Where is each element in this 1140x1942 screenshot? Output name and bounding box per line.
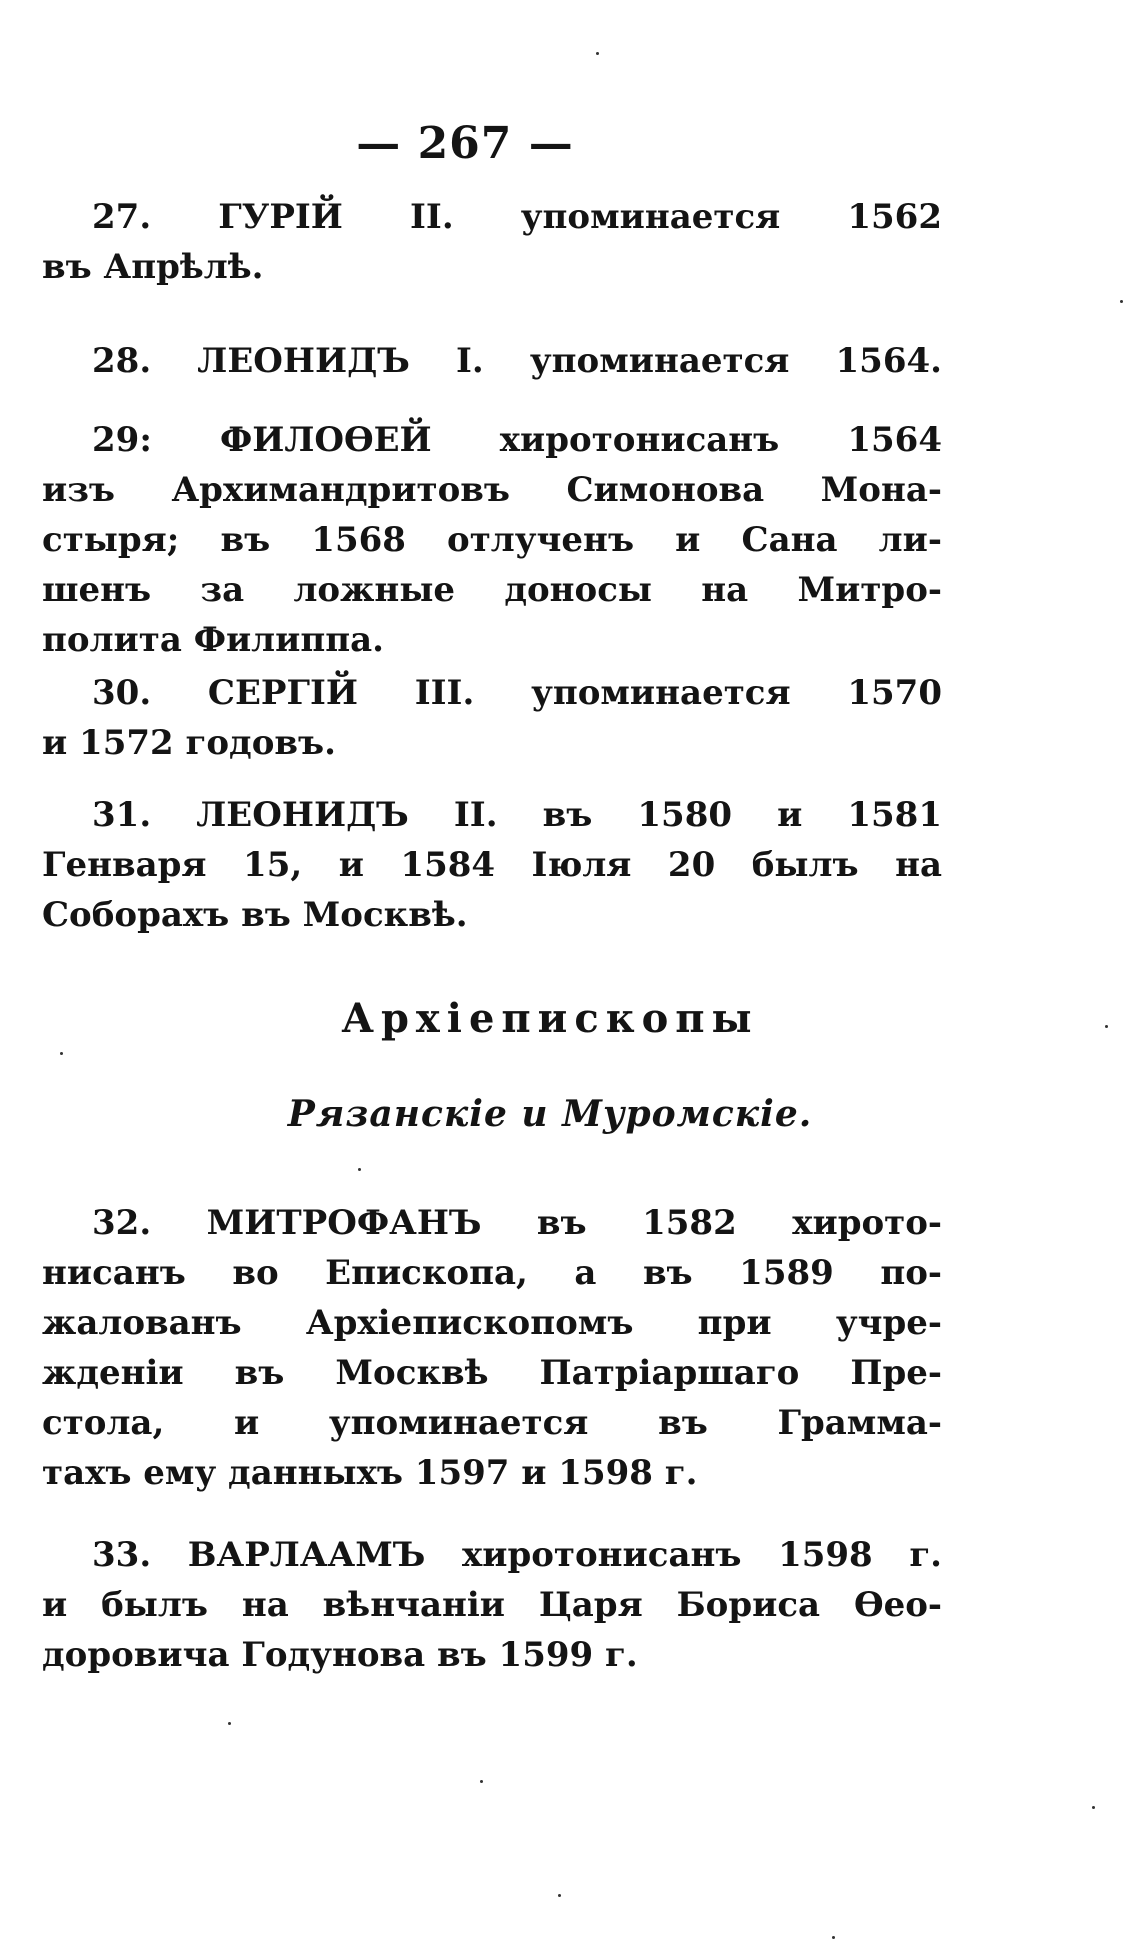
entry-line: стыря; въ 1568 отлученъ и Сана ли- bbox=[42, 520, 942, 560]
entry-29 bbox=[42, 415, 942, 665]
entry-line: Генваря 15, и 1584 Іюля 20 былъ на bbox=[42, 845, 942, 885]
scan-speck bbox=[358, 1168, 361, 1171]
entry-28 bbox=[42, 336, 942, 386]
scan-speck bbox=[1092, 1806, 1095, 1809]
entry-30 bbox=[42, 668, 942, 768]
entry-line: 32. МИТРОФАНЪ въ 1582 хирото- bbox=[92, 1203, 942, 1243]
entry-line: жденіи въ Москвѣ Патріаршаго Пре- bbox=[42, 1353, 942, 1393]
entry-line: стола, и упоминается въ Грамма- bbox=[42, 1403, 942, 1443]
entry-line: доровича Годунова въ 1599 г. bbox=[42, 1635, 638, 1675]
entry-line: нисанъ во Епископа, а въ 1589 по- bbox=[42, 1253, 942, 1293]
scan-speck bbox=[228, 1722, 231, 1725]
entry-27 bbox=[42, 192, 942, 292]
entry-line: 30. СЕРГІЙ III. упоминается 1570 bbox=[92, 673, 942, 713]
section-subheading: Рязанскіе и Муромскіе. bbox=[287, 1093, 813, 1135]
scan-speck bbox=[832, 1936, 835, 1939]
entry-line: полита Филиппа. bbox=[42, 620, 384, 660]
section-heading: Архіепископы bbox=[341, 995, 759, 1042]
entry-line: и 1572 годовъ. bbox=[42, 723, 336, 763]
entry-line: 29: ФИЛОѲЕЙ хиротонисанъ 1564 bbox=[92, 420, 942, 460]
entry-31 bbox=[42, 790, 942, 940]
entry-line: и былъ на вѣнчаніи Царя Бориса Ѳео- bbox=[42, 1585, 942, 1625]
scan-speck bbox=[596, 52, 599, 55]
scan-speck bbox=[558, 1894, 561, 1897]
entry-line: шенъ за ложные доносы на Митро- bbox=[42, 570, 942, 610]
entry-line: изъ Архимандритовъ Симонова Мона- bbox=[42, 470, 942, 510]
entry-line: Соборахъ въ Москвѣ. bbox=[42, 895, 468, 935]
scan-speck bbox=[480, 1780, 483, 1783]
entry-33 bbox=[42, 1530, 942, 1680]
scan-speck bbox=[60, 1052, 63, 1055]
scan-speck bbox=[1105, 1025, 1108, 1028]
page-number: — 267 — bbox=[356, 118, 574, 169]
entry-line: въ Апрѣлѣ. bbox=[42, 247, 264, 287]
scan-speck bbox=[1120, 300, 1123, 303]
entry-line: жалованъ Архіепископомъ при учре- bbox=[42, 1303, 942, 1343]
entry-line: 27. ГУРІЙ II. упоминается 1562 bbox=[92, 197, 942, 237]
entry-line: 33. ВАРЛААМЪ хиротонисанъ 1598 г. bbox=[92, 1535, 942, 1575]
entry-line: 31. ЛЕОНИДЪ II. въ 1580 и 1581 bbox=[92, 795, 942, 835]
entry-32 bbox=[42, 1198, 942, 1498]
entry-line: 28. ЛЕОНИДЪ I. упоминается 1564. bbox=[92, 341, 942, 381]
entry-line: тахъ ему данныхъ 1597 и 1598 г. bbox=[42, 1453, 698, 1493]
